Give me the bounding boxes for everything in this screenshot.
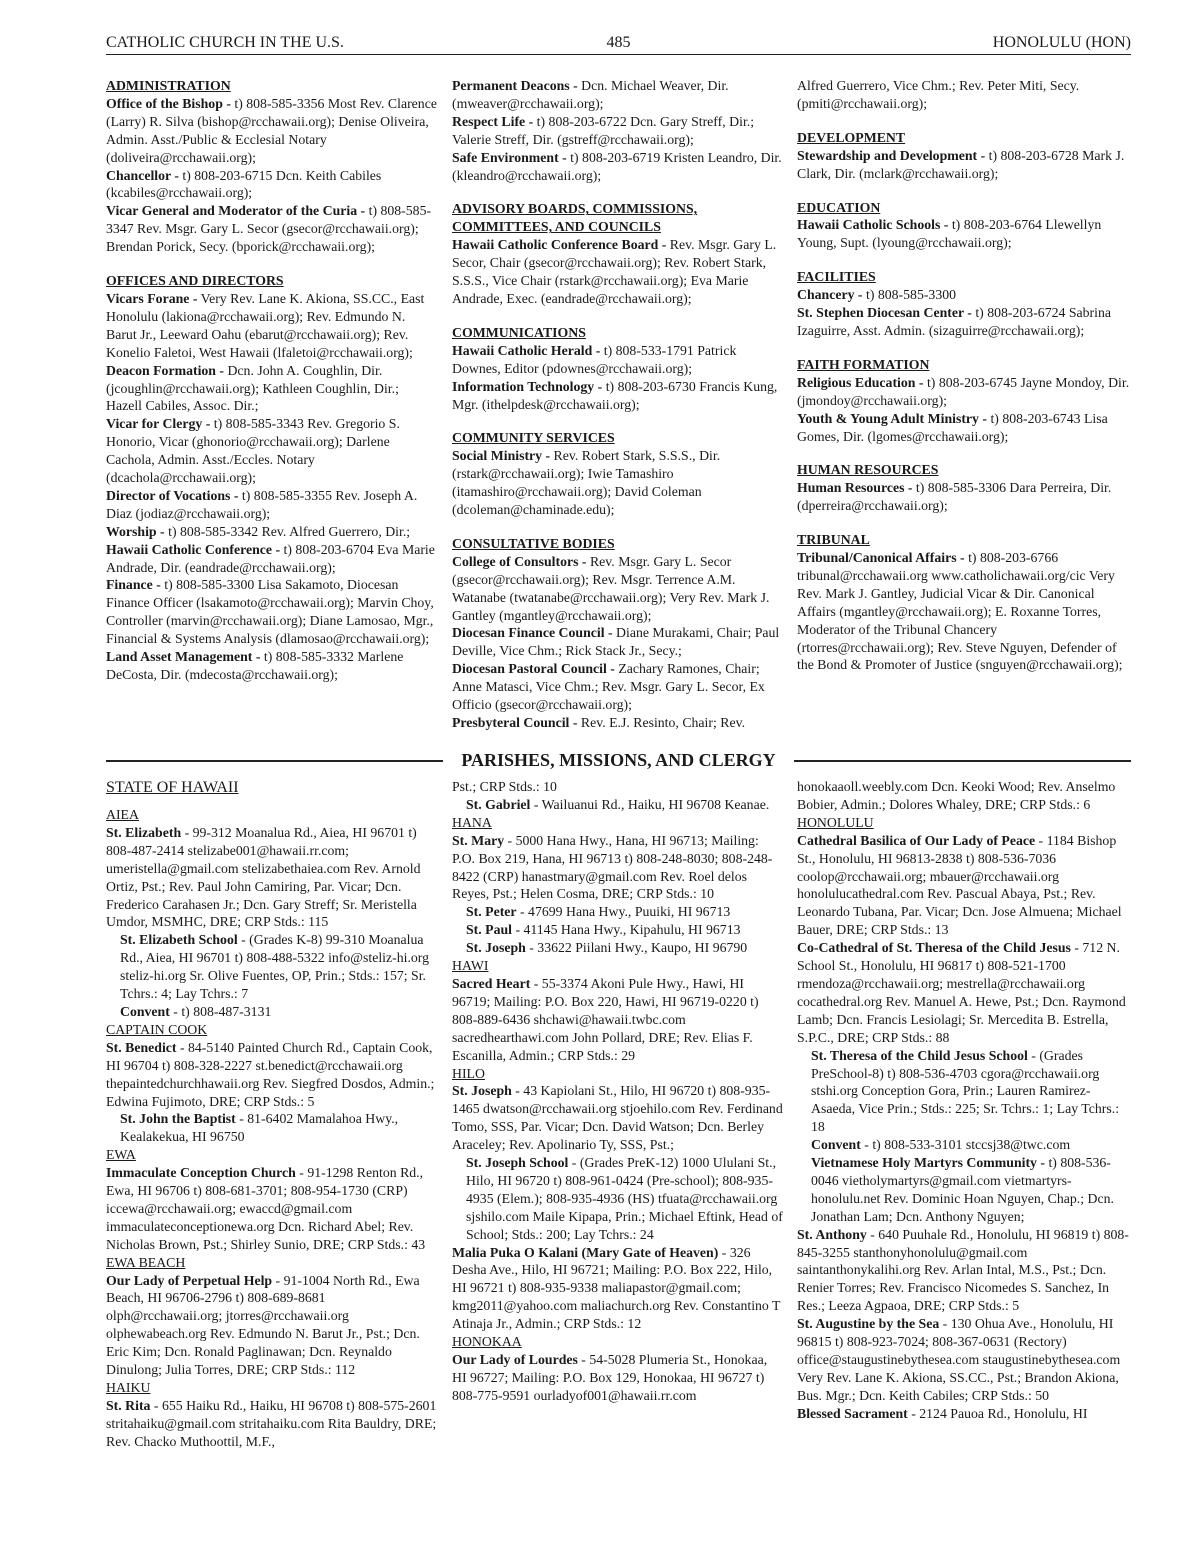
entry-name: St. Augustine by the Sea (797, 1316, 940, 1332)
entry-name: Information Technology - (452, 378, 603, 394)
city-heading: EWA (106, 1147, 136, 1163)
directory-entry (797, 549, 1131, 674)
entry-name: Chancellor - (106, 167, 179, 183)
city-heading: HONOLULU (797, 814, 874, 830)
directory-entry (106, 648, 437, 684)
entry-details: Rev. E.J. Resinto, Chair; Rev. (577, 715, 746, 730)
directory-entry (797, 939, 1131, 1046)
section-heading: CONSULTATIVE BODIES (452, 535, 615, 551)
directory-entry (106, 1272, 437, 1379)
entry-name: St. Theresa of the Child Jesus School (811, 1047, 1028, 1063)
entry-details: t) 808-585-3306 Dara Perreira, Dir. (dperreira@rcchawaii.org); (797, 480, 1112, 514)
entry-details: - 91-1004 North Rd., Ewa Beach, HI 96706-2796 t) 808-689-8681 olph@rcchawaii.org; jtorres@rcchawaii.org olphewabeach.org Rev. Edmundo N. Barut Jr., Pst.; Dcn. Eric Kim; Dcn. Ronald Paglinawan; Dcn. Reynaldo Dinulong; Julia Torres, DRE; CRP Stds.: 112 (106, 1272, 420, 1378)
entry-name: Cathedral Basilica of Our Lady of Peace (797, 832, 1036, 848)
entry-name: Blessed Sacrament (797, 1405, 908, 1421)
entry-details: Rev. Msgr. Gary L. Secor, Chair (gsecor@rcchawaii.org); Rev. Robert Stark, S.S.S., Vice Chair (rstark@rcchawaii.org); Eva Marie Andrade, Exec. (eandrade@rcchawaii.org); (452, 237, 777, 306)
directory-column-3 (797, 77, 1131, 674)
directory-entry (797, 1405, 1131, 1423)
entry-name: Malia Puka O Kalani (Mary Gate of Heaven) (452, 1244, 719, 1260)
directory-entry (452, 714, 783, 732)
directory-entry (797, 286, 1131, 304)
directory-entry (452, 378, 783, 414)
entry-details: - 326 Desha Ave., Hilo, HI 96721; Mailing: P.O. Box 222, Hilo, HI 96721 t) 808-935-9338 maliapastor@gmail.com; kmg2011@yahoo.com maliachurch.org Rev. Constantino T Atinaja Jr., Admin.; CRP Stds.: 12 (452, 1244, 781, 1332)
entry-details: t) 808-203-6728 Mark J. Clark, Dir. (mclark@rcchawaii.org); (797, 147, 1125, 181)
entry-details: - 41145 Hana Hwy., Kipahulu, HI 96713 (512, 922, 741, 938)
header-publication: CATHOLIC CHURCH IN THE U.S. (106, 34, 344, 51)
city-heading: EWA BEACH (106, 1254, 186, 1270)
entry-name: Youth & Young Adult Ministry - (797, 410, 987, 426)
entry-name: Presbyteral Council - (452, 715, 578, 730)
directory-entry (452, 624, 783, 660)
entry-name: Hawaii Catholic Herald - (452, 342, 601, 358)
entry-details: - 1184 Bishop St., Honolulu, HI 96813-2838 t) 808-536-7036 coolop@rcchawaii.org; mbauer@rcchawaii.org honolulucathedral.com Rev. Pascual Abaya, Pst.; Rev. Leonardo Tubana, Par. Vicar; Dcn. Jose Almuena; Michael Bauer, DRE; CRP Stds.: 13 (797, 832, 1122, 938)
entry-details: t) 808-203-6730 Francis Kung, Mgr. (ithelpdesk@rcchawaii.org); (452, 378, 778, 412)
entry-name: St. Benedict (106, 1039, 177, 1055)
entry-name: St. Elizabeth School (120, 932, 238, 948)
sub-entry (106, 1003, 437, 1021)
directory-entry (106, 415, 437, 487)
section-heading: ADMINISTRATION (106, 78, 231, 93)
page-number: 485 (606, 34, 631, 51)
banner-title: PARISHES, MISSIONS, AND CLERGY (453, 750, 783, 770)
entry-name: Sacred Heart (452, 975, 531, 991)
entry-name: St. Joseph (452, 1083, 512, 1099)
directory-entry (452, 660, 783, 714)
directory-entry (106, 202, 437, 256)
directory-entry (106, 1039, 437, 1111)
entry-name: St. Paul (466, 922, 512, 938)
sub-entry (452, 1154, 783, 1244)
entry-name: Permanent Deacons - (452, 78, 578, 93)
directory-entry (797, 77, 1131, 113)
entry-details: t) 808-203-6743 Lisa Gomes, Dir. (lgomes@rcchawaii.org); (797, 410, 1108, 444)
entry-details: - t) 808-533-3101 stccsj38@twc.com (860, 1137, 1071, 1153)
entry-name: Safe Environment - (452, 149, 567, 165)
entry-name: College of Consultors - (452, 553, 587, 569)
entry-details: t) 808-585-3300 (862, 287, 957, 303)
directory-entry (452, 149, 783, 185)
directory-entry (106, 824, 437, 931)
entry-details: - 5000 Hana Hwy., Hana, HI 96713; Mailing: P.O. Box 219, Hana, HI 96713 t) 808-248-8030; 808-248-8422 (CRP) hanastmary@gmail.com Rev. Roel delos Reyes, Pst.; Helen Cosma, DRE; CRP Stds.: 10 (452, 832, 773, 902)
entry-name: St. Rita (106, 1397, 151, 1413)
sub-entry (452, 903, 783, 921)
entry-name: Deacon Formation - (106, 362, 225, 378)
entry-details: Dcn. John A. Coughlin, Dir. (jcoughlin@rcchawaii.org); Kathleen Coughlin, Dir.; Hazell Cabiles, Assoc. Dir.; (106, 362, 399, 414)
entry-details: - 712 N. School St., Honolulu, HI 96817 t) 808-521-1700 rmendoza@rcchawaii.org; mestrella@rcchawaii.org cocathedral.org Rev. Manuel A. Hewe, Pst.; Dcn. Raymond Lamb; Dcn. Francis Lesiolagi; Sr. Mercedita B. Estrella, S.P.C., DRE; CRP Stds.: 88 (797, 940, 1126, 1045)
entry-details: t) 808-585-3356 Most Rev. Clarence (Larry) R. Silva (bishop@rcchawaii.org); Denise Oliveira, Admin. Asst./Public & Ecclesial Notary (doliveira@rcchawaii.org); (106, 95, 437, 165)
entry-details: t) 808-203-6766 tribunal@rcchawaii.org www.catholichawaii.org/cic Very Rev. Mark J. Gantley, Judicial Vicar & Dir. Canonical Affairs (mgantley@rcchawaii.org); E. Roxanne Torres, Moderator of the Tribunal Chancery (rtorres@rcchawaii.org); Rev. Steve Nguyen, Defender of the Bond & Promoter of Justice (snguyen@rcchawaii.org); (797, 550, 1123, 673)
entry-name: Respect Life - (452, 113, 534, 129)
entry-details: Very Rev. Lane K. Akiona, SS.CC., East Honolulu (lakiona@rcchawaii.org); Rev. Edmundo N. Barut Jr., Leeward Oahu (ebarut@rcchawaii.org); Rev. Konelio Faletoi, West Hawaii (lfaletoi@rcchawaii.org); (106, 290, 425, 360)
entry-name: Vicars Forane - (106, 290, 198, 306)
directory-entry (797, 1315, 1131, 1405)
city-heading: HONOKAA (452, 1334, 522, 1350)
section-heading: OFFICES AND DIRECTORS (106, 273, 284, 289)
directory-entry (452, 447, 783, 519)
directory-entry (452, 553, 783, 625)
directory-entry (106, 1397, 437, 1451)
entry-name: Diocesan Finance Council - (452, 625, 613, 641)
directory-entry (452, 342, 783, 378)
entry-details: t) 808-533-1791 Patrick Downes, Editor (pdownes@rcchawaii.org); (452, 342, 737, 376)
entry-details: t) 808-203-6704 Eva Marie Andrade, Dir. (eandrade@rcchawaii.org); (106, 541, 435, 575)
entry-name: St. Gabriel (466, 796, 531, 812)
directory-entry (452, 778, 783, 796)
section-heading: EDUCATION (797, 199, 881, 215)
entry-details: Zachary Ramones, Chair; Anne Matasci, Vice Chm.; Rev. Msgr. Gary L. Secor, Ex Officio (gsecor@rcchawaii.org); (452, 661, 765, 713)
directory-entry (106, 541, 437, 577)
section-banner (106, 748, 1131, 772)
city-heading: HANA (452, 814, 492, 830)
entry-name: Finance - (106, 577, 161, 593)
entry-name: Vicar General and Moderator of the Curia - (106, 203, 366, 219)
entry-details: Alfred Guerrero, Vice Chm.; Rev. Peter Miti, Secy. (pmiti@rcchawaii.org); (797, 78, 1080, 111)
directory-entry (797, 778, 1131, 814)
parish-column-1 (106, 778, 437, 1451)
entry-details: t) 808-585-3343 Rev. Gregorio S. Honorio, Vicar (ghonorio@rcchawaii.org); Darlene Cachola, Admin. Asst./Eccles. Notary (dcachola@rcchawaii.org); (106, 416, 400, 486)
entry-name: Vietnamese Holy Martyrs Community - (811, 1155, 1045, 1171)
entry-details: Rev. Msgr. Gary L. Secor (gsecor@rcchawaii.org); Rev. Msgr. Terrence A.M. Watanabe (twatanabe@rcchawaii.org); Very Rev. Mark J. Gantley (mgantley@rcchawaii.org); (452, 553, 770, 623)
banner-title-wrap (106, 748, 1131, 772)
directory-entry (106, 290, 437, 362)
entry-details: Dcn. Michael Weaver, Dir. (mweaver@rcchawaii.org); (452, 78, 729, 111)
directory-entry (452, 1244, 783, 1334)
directory-entry (106, 523, 437, 541)
entry-details: - 640 Puuhale Rd., Honolulu, HI 96819 t) 808-845-3255 stanthonyhonolulu@gmail.com saintanthonykalihi.org Rev. Arlan Intal, M.S., Pst.; Dcn. Renier Torres; Rev. Francisco Nicomedes S. Sanchez, In Res.; Leeza Agpaoa, DRE; CRP Stds.: 5 (797, 1226, 1129, 1314)
entry-details: t) 808-203-6719 Kristen Leandro, Dir. (kleandro@rcchawaii.org); (452, 149, 782, 183)
directory-column-2 (452, 77, 783, 732)
directory-entry (797, 374, 1131, 410)
entry-details: - 33622 Piilani Hwy., Kaupo, HI 96790 (525, 940, 748, 956)
entry-name: Our Lady of Lourdes (452, 1352, 578, 1367)
entry-name: Convent (811, 1137, 861, 1153)
entry-details: - (Grades K-8) 99-310 Moanalua Rd., Aiea, HI 96701 t) 808-488-5322 info@steliz-hi.org steliz-hi.org Sr. Olive Fuentes, OP, Prin.; Stds.: 157; Sr. Tchrs.: 4; Lay Tchrs.: 7 (120, 932, 430, 1002)
city-heading: CAPTAIN COOK (106, 1021, 208, 1037)
entry-details: t) 808-536-0046 vietholymartyrs@gmail.com vietmartyrs-honolulu.net Rev. Dominic Hoan Nguyen, Chap.; Dcn. Jonathan Lam; Dcn. Anthony Nguyen; (811, 1155, 1114, 1224)
entry-details: Pst.; CRP Stds.: 10 (452, 779, 557, 794)
directory-entry (106, 487, 437, 523)
directory-entry (452, 1082, 783, 1154)
entry-name: Hawaii Catholic Conference Board - (452, 237, 667, 253)
city-heading: HAIKU (106, 1380, 151, 1395)
sub-entry (452, 921, 783, 939)
section-heading: FAITH FORMATION (797, 356, 930, 372)
parish-column-3 (797, 778, 1131, 1423)
sub-entry (797, 1047, 1131, 1137)
entry-details: t) 808-585-3342 Rev. Alfred Guerrero, Dir.; (164, 523, 411, 539)
entry-details: - (Grades PreK-12) 1000 Ululani St., Hilo, HI 96720 t) 808-961-0424 (Pre-school); 808-935-4935 (Elem.); 808-935-4936 (HS) tfuata@rcchawaii.org sjshilo.com Maile Kipapa, Prin.; Michael Eftink, Head of School; Stds.: 200; Lay Tchrs.: 24 (466, 1155, 783, 1242)
directory-entry (106, 362, 437, 416)
directory-entry (797, 216, 1131, 252)
section-heading: DEVELOPMENT (797, 129, 906, 145)
entry-details: - 84-5140 Painted Church Rd., Captain Cook, HI 96704 t) 808-328-2227 st.benedict@rcchawaii.org thepaintedchurchhawaii.org Rev. Siegfred Dosdos, Admin.; Edwina Fujimoto, DRE; CRP Stds.: 5 (106, 1039, 435, 1109)
entry-details: - Wailuanui Rd., Haiku, HI 96708 Keanae. (530, 796, 770, 812)
entry-name: Convent (120, 1003, 170, 1019)
entry-name: St. Joseph (466, 940, 526, 956)
directory-entry (797, 304, 1131, 340)
entry-name: Tribunal/Canonical Affairs - (797, 550, 965, 566)
entry-name: St. Anthony (797, 1226, 867, 1242)
entry-name: Chancery - (797, 287, 863, 303)
directory-entry (452, 975, 783, 1065)
entry-name: Director of Vocations - (106, 487, 239, 503)
city-heading: HILO (452, 1065, 485, 1081)
directory-entry (452, 236, 783, 308)
entry-name: Hawaii Catholic Conference - (106, 541, 281, 557)
section-heading: COMMUNICATIONS (452, 324, 586, 340)
entry-name: Hawaii Catholic Schools - (797, 217, 949, 233)
directory-entry (797, 832, 1131, 939)
entry-name: Religious Education - (797, 374, 924, 390)
header-diocese: HONOLULU (HON) (992, 34, 1131, 51)
entry-details: t) 808-585-3355 Rev. Joseph A. Diaz (jodiaz@rcchawaii.org); (106, 487, 418, 521)
entry-details: - 91-1298 Renton Rd., Ewa, HI 96706 t) 808-681-3701; 808-954-1730 (CRP) iccewa@rcchawaii.org; ewaccd@gmail.com immaculateconceptionewa.org Dcn. Richard Abel; Rev. Nicholas Brown, Pst.; Shirley Sunio, DRE; CRP Stds.: 43 (106, 1165, 426, 1252)
entry-details: - 43 Kapiolani St., Hilo, HI 96720 t) 808-935-1465 dwatson@rcchawaii.org stjoehilo.com Rev. Ferdinand Tomo, SSS, Par. Vicar; Dcn. David Watson; Dcn. Berley Araceley; Rev. Apolinario Ty, SSS, Pst.; (452, 1083, 783, 1153)
directory-entry (106, 95, 437, 167)
directory-entry (452, 77, 783, 113)
section-heading: ADVISORY BOARDS, COMMISSIONS, COMMITTEES, AND COUNCILS (452, 201, 698, 235)
directory-entry (797, 410, 1131, 446)
entry-details: - t) 808-487-3131 (169, 1003, 272, 1019)
entry-name: Stewardship and Development - (797, 147, 986, 163)
entry-name: Worship - (106, 523, 165, 539)
directory-entry (797, 479, 1131, 515)
sub-entry (797, 1154, 1131, 1226)
sub-entry (106, 931, 437, 1003)
directory-entry (452, 113, 783, 149)
directory-entry (452, 1351, 783, 1405)
entry-name: Land Asset Management - (106, 649, 261, 665)
entry-details: t) 808-203-6764 Llewellyn Young, Supt. (lyoung@rcchawaii.org); (797, 217, 1102, 251)
entry-name: St. Elizabeth (106, 824, 182, 840)
sub-entry (106, 1110, 437, 1146)
entry-name: Vicar for Clergy - (106, 416, 211, 432)
entry-name: St. Peter (466, 904, 517, 920)
section-heading: FACILITIES (797, 269, 876, 285)
entry-name: Immaculate Conception Church (106, 1165, 296, 1181)
entry-name: St. Joseph School (466, 1155, 569, 1171)
directory-entry (797, 147, 1131, 183)
sub-entry (452, 796, 783, 814)
entry-details: t) 808-203-6745 Jayne Mondoy, Dir. (jmondoy@rcchawaii.org); (797, 374, 1130, 408)
entry-details: - 54-5028 Plumeria St., Honokaa, HI 96727; Mailing: P.O. Box 129, Honokaa, HI 96727 t) 808-775-9591 ourladyof001@hawaii.rr.com (452, 1352, 768, 1403)
sub-entry (452, 939, 783, 957)
entry-details: - 655 Haiku Rd., Haiku, HI 96708 t) 808-575-2601 stritahaiku@gmail.com stritahaiku.com Rita Bauldry, DRE; Rev. Chacko Muthoottil, M.F., (106, 1397, 437, 1449)
entry-details: t) 808-203-6715 Dcn. Keith Cabiles (kcabiles@rcchawaii.org); (106, 167, 382, 201)
entry-details: - 47699 Hana Hwy., Puuiki, HI 96713 (516, 904, 731, 920)
section-heading: TRIBUNAL (797, 532, 870, 548)
entry-details: Diane Murakami, Chair; Paul Deville, Vice Chm.; Rick Stack Jr., Secy.; (452, 625, 780, 659)
entry-details: honokaaoll.weebly.com Dcn. Keoki Wood; Rev. Anselmo Bobier, Admin.; Dolores Whaley, DRE; CRP Stds.: 6 (797, 779, 1116, 812)
entry-details: - 81-6402 Mamalahoa Hwy., Kealakekua, HI 96750 (120, 1111, 399, 1145)
entry-details: - 130 Ohua Ave., Honolulu, HI 96815 t) 808-923-7024; 808-367-0631 (Rectory) office@staugustinebythesea.com staugustinebythesea.com Very Rev. Lane K. Akiona, SS.CC., Pst.; Brandon Akiona, Bus. Mgr.; Dcn. Keith Cabiles; CRP Stds.: 50 (797, 1316, 1121, 1403)
entry-name: Social Ministry - (452, 448, 551, 464)
entry-details: - 99-312 Moanalua Rd., Aiea, HI 96701 t) 808-487-2414 stelizabe001@hawaii.rr.com; umeristella@gmail.com stelizabethaiea.com Rev. Arnold Ortiz, Pst.; Rev. Paul John Camiring, Par. Vicar; Dcn. Frederico Carahasen Jr.; Dcn. Gary Streff; Sr. Meristella Umdor, MSMHC, DRE; CRP Stds.: 115 (106, 824, 421, 930)
state-heading: STATE OF HAWAII (106, 779, 239, 796)
entry-details: t) 808-585-3347 Rev. Msgr. Gary L. Secor (gsecor@rcchawaii.org); Brendan Porick, Secy. (bporick@rcchawaii.org); (106, 203, 432, 255)
entry-name: St. Stephen Diocesan Center - (797, 305, 972, 321)
sub-entry (797, 1136, 1131, 1154)
entry-name: Office of the Bishop - (106, 95, 231, 111)
entry-details: t) 808-585-3332 Marlene DeCosta, Dir. (mdecosta@rcchawaii.org); (106, 649, 404, 682)
entry-details: Rev. Robert Stark, S.S.S., Dir. (rstark@rcchawaii.org); Iwie Tamashiro (itamashiro@rcchawaii.org); David Coleman (dcoleman@chaminade.edu); (452, 448, 721, 518)
parish-column-2 (452, 778, 783, 1405)
running-header (106, 33, 1131, 55)
entry-name: St. John the Baptist (120, 1111, 236, 1127)
entry-name: Our Lady of Perpetual Help (106, 1272, 273, 1288)
entry-details: t) 808-585-3300 Lisa Sakamoto, Diocesan Finance Officer (lsakamoto@rcchawaii.org); Marvin Choy, Controller (marvin@rcchawaii.org); Diane Lamosao, Mgr., Financial & Systems Analysis (dlamosao@rcchawaii.org); (106, 577, 434, 647)
entry-name: St. Mary (452, 832, 505, 848)
directory-entry (797, 1226, 1131, 1316)
entry-name: Co-Cathedral of St. Theresa of the Child Jesus (797, 940, 1071, 956)
directory-entry (106, 167, 437, 203)
entry-details: - 2124 Pauoa Rd., Honolulu, HI (907, 1405, 1088, 1421)
directory-column-1 (106, 77, 437, 684)
entry-details: - 55-3374 Akoni Pule Hwy., Hawi, HI 96719; Mailing: P.O. Box 220, Hawi, HI 96719-0220 t) 808-889-6436 shchawi@hawaii.twbc.com sacredhearthawi.com John Pollard, DRE; Rev. Elias F. Escanilla, Admin.; CRP Stds.: 29 (452, 975, 759, 1063)
section-heading: COMMUNITY SERVICES (452, 430, 615, 446)
entry-name: Human Resources - (797, 480, 913, 496)
entry-details: t) 808-203-6722 Dcn. Gary Streff, Dir.; Valerie Streff, Dir. (gstreff@rcchawaii.org); (452, 113, 755, 147)
directory-entry (106, 1164, 437, 1254)
city-heading: HAWI (452, 958, 489, 974)
section-heading: HUMAN RESOURCES (797, 462, 939, 478)
directory-entry (452, 832, 783, 904)
entry-name: Diocesan Pastoral Council - (452, 661, 615, 677)
city-heading: AIEA (106, 807, 139, 822)
entry-details: - (Grades PreSchool-8) t) 808-536-4703 cgora@rcchawaii.org stshi.org Conception Gora, Prin.; Lauren Ramirez-Asaeda, Vice Prin.; Stds.: 225; Sr. Tchrs.: 1; Lay Tchrs.: 18 (811, 1047, 1120, 1135)
entry-details: t) 808-203-6724 Sabrina Izaguirre, Asst. Admin. (sizaguirre@rcchawaii.org); (797, 305, 1111, 338)
directory-entry (106, 576, 437, 648)
